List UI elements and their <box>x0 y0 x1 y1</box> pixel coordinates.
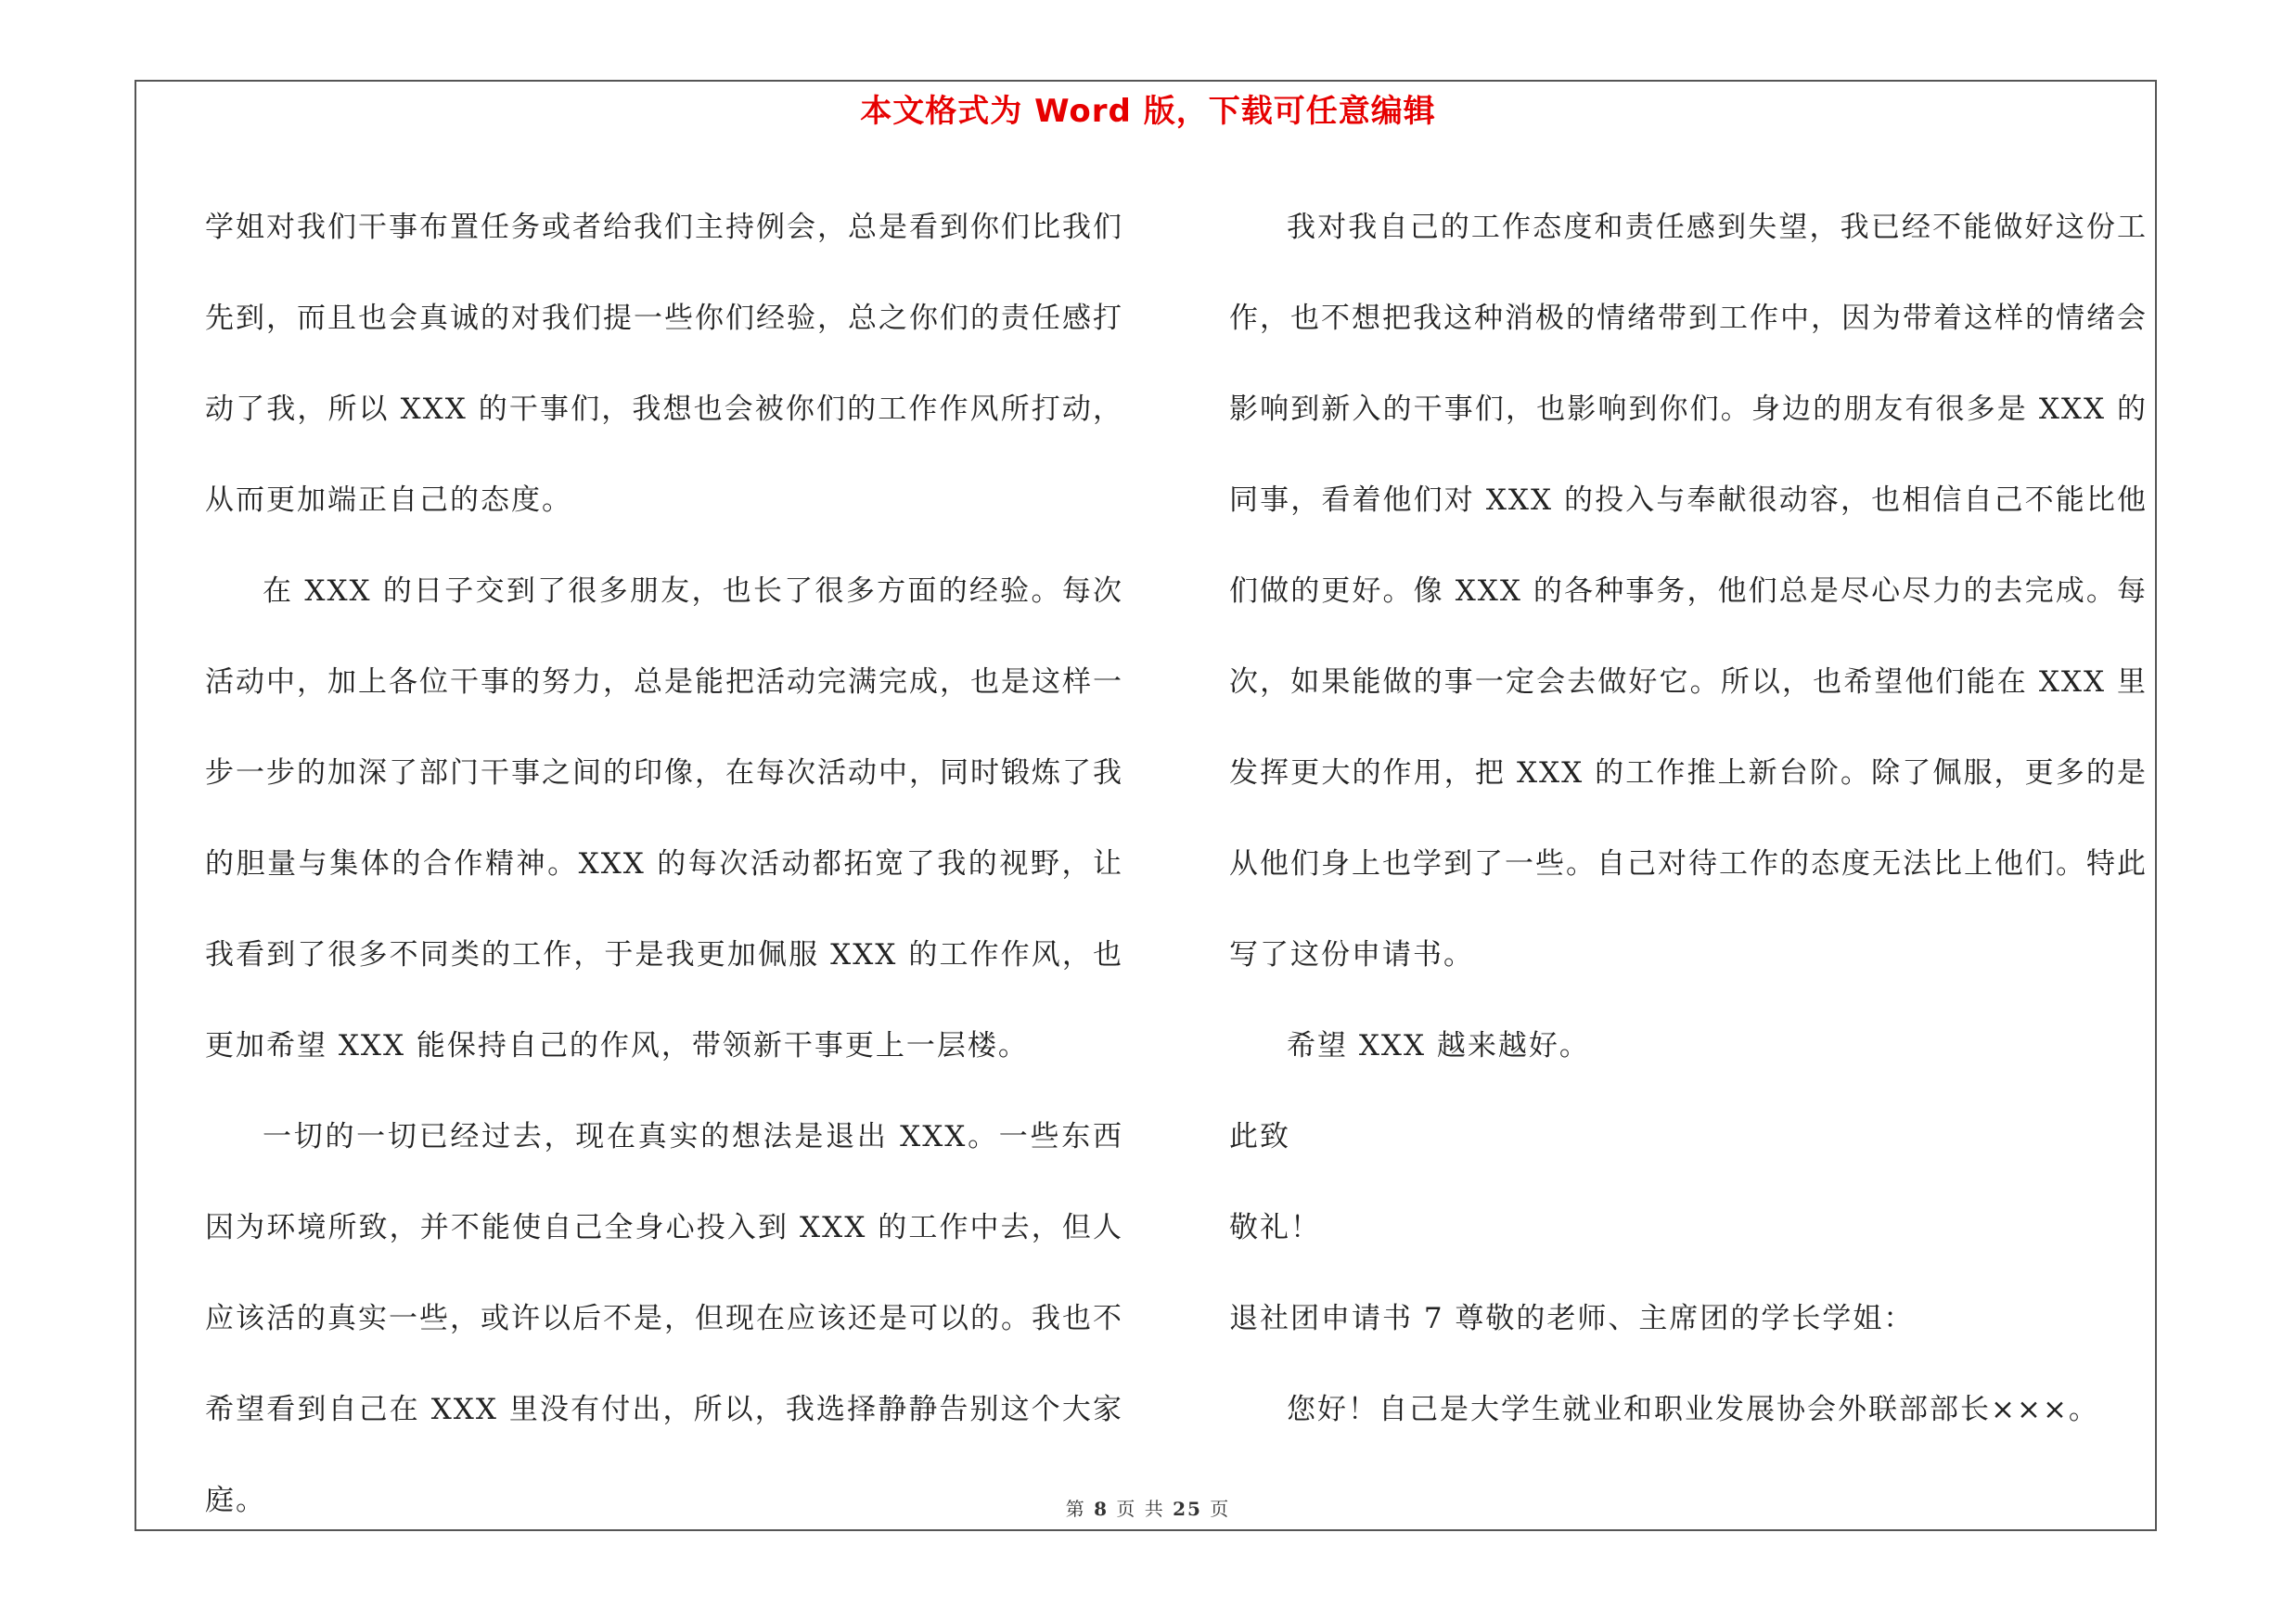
footer-suffix: 页 <box>1210 1498 1231 1520</box>
right-paragraph-2: 希望 XXX 越来越好。 <box>1287 1029 1590 1063</box>
right-paragraph-1: 我对我自己的工作态度和责任感到失望，我已经不能做好这份工作，也不想把我这种消极的情绪带到工作中，因为带着这样的情绪会影响到新入的干事们，也影响到你们。身边的朋友有很多是 XXX 的同事，看着他们对 XXX 的投入与奉献很动容，也相信自己不能比他们做的更好。像 XXX 的各种事务，他们总是尽心尽力的去完成。每次，如果能做的事一定会去做好它。所以，也希望他们能在 XXX 里发挥更大的作用，把 XXX 的工作推上新台阶。除了佩服，更多的是从他们身上也学到了一些。自己对待工作的态度无法比上他们。特此写了这份申请书。 <box>1229 211 2148 972</box>
page-footer <box>0 1494 2296 1521</box>
letter-heading: 退社团申请书 7 尊敬的老师、主席团的学长学姐： <box>1229 1302 1915 1335</box>
footer-middle: 页 共 <box>1116 1498 1165 1520</box>
left-paragraph-1: 学姐对我们干事布置任务或者给我们主持例会，总是看到你们比我们先到，而且也会真诚的对我们提一些你们经验，总之你们的责任感打动了我，所以 XXX 的干事们，我想也会被你们的工作作风所打动，从而更加端正自己的态度。 <box>205 211 1123 517</box>
right-column <box>1229 182 2148 1455</box>
footer-prefix: 第 <box>1065 1498 1086 1520</box>
left-column <box>205 182 1123 1546</box>
total-page-count: 25 <box>1173 1498 1202 1520</box>
closing-regards: 敬礼！ <box>1229 1211 1321 1244</box>
current-page-number: 8 <box>1094 1498 1109 1520</box>
closing-salutation: 此致 <box>1229 1120 1290 1153</box>
left-paragraph-3: 一切的一切已经过去，现在真实的想法是退出 XXX。一些东西因为环境所致，并不能使自己全身心投入到 XXX 的工作中去，但人应该活的真实一些，或许以后不是，但现在应该还是可以的。我也不希望看到自己在 XXX 里没有付出，所以，我选择静静告别这个大家庭。 <box>205 1120 1123 1517</box>
format-banner: 本文格式为 Word 版，下载可任意编辑 <box>860 93 1436 130</box>
left-paragraph-2: 在 XXX 的日子交到了很多朋友，也长了很多方面的经验。每次活动中，加上各位干事的努力，总是能把活动完满完成，也是这样一步一步的加深了部门干事之间的印像，在每次活动中，同时锻炼了我的胆量与集体的合作精神。XXX 的每次活动都拓宽了我的视野，让我看到了很多不同类的工作，于是我更加佩服 XXX 的工作作风，也更加希望 XXX 能保持自己的作风，带领新干事更上一层楼。 <box>205 574 1123 1063</box>
letter-greeting: 您好！自己是大学生就业和职业发展协会外联部部长×××。 <box>1287 1393 2099 1426</box>
